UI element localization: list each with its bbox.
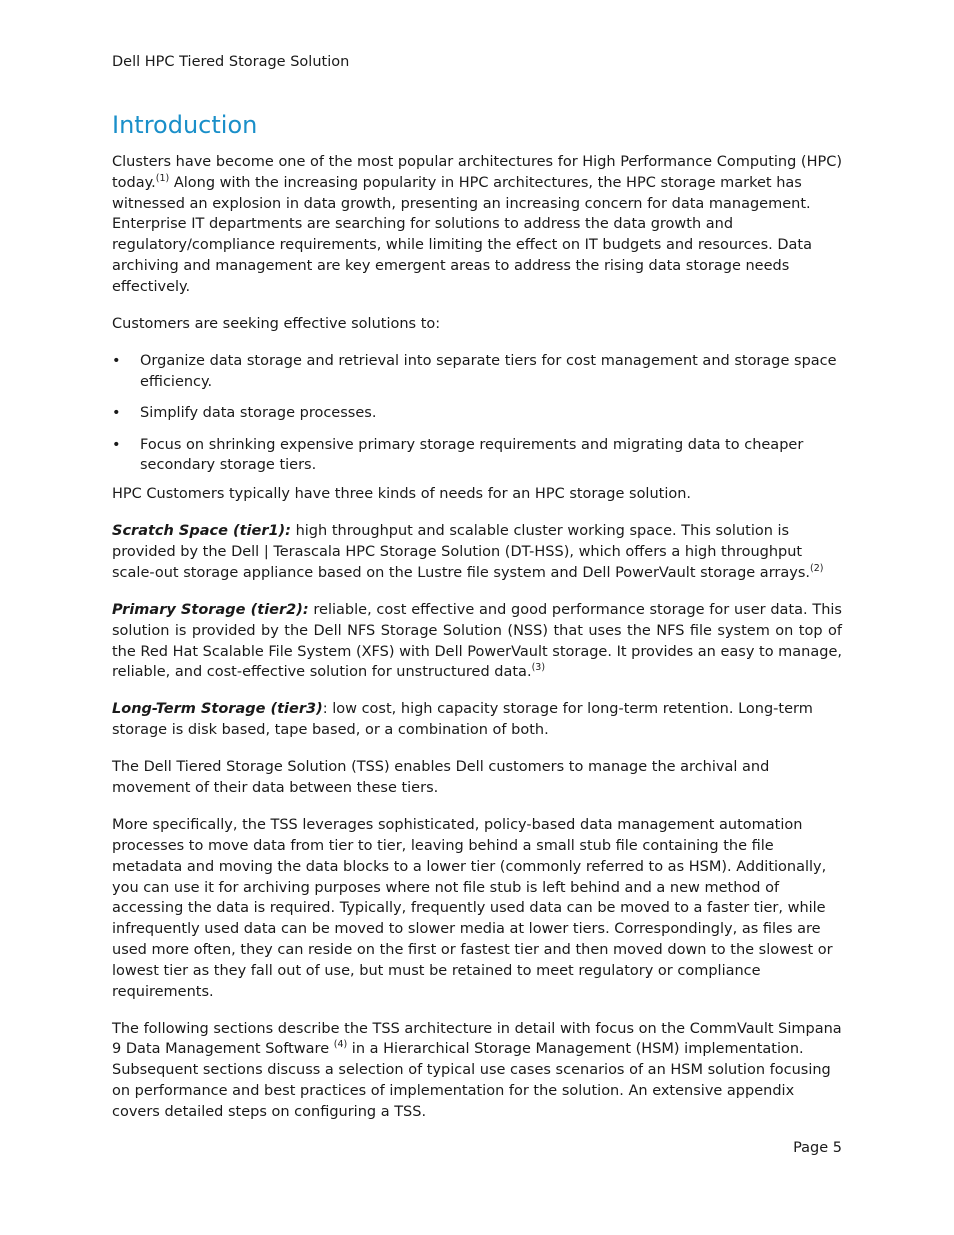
bullet-icon: •: [112, 352, 121, 369]
needs-paragraph: HPC Customers typically have three kinds of needs for an HPC storage solution.: [112, 486, 692, 503]
section-title: Introduction: [112, 111, 258, 139]
list-item: • Simplify data storage processes.: [112, 403, 842, 424]
intro-text-a: Clusters have become one of the most popular architectures for High Performance Computing (HPC) today.: [112, 154, 843, 191]
intro-paragraph: [112, 152, 842, 298]
list-item: • Focus on shrinking expensive primary storage requirements and migrating data to cheaper secondary storage tiers.: [112, 436, 804, 474]
tier2-term: Primary Storage (tier2):: [112, 601, 309, 618]
citation-ref: (4): [333, 1039, 348, 1051]
citation-ref: (3): [531, 662, 546, 674]
tier1-term: Scratch Space (tier1):: [112, 523, 291, 540]
tier3-paragraph: Long-Term Storage (tier3): low cost, high capacity storage for long-term retention. Long-term storage is disk based, tape based, or a combination of both.: [112, 701, 813, 739]
tier2-paragraph: Primary Storage (tier2): reliable, cost effective and good performance storage for user data. This solution is provided by the Dell NFS Storage Solution (NSS) that uses the NFS file system on top of the Red Hat Scalable File System (XFS) with Dell PowerVault storage. It provides an easy to manage, reliable, and cost-effective solution for unstructured data.$^{(3)}$: [112, 601, 842, 681]
tier3-term: Long-Term Storage (tier3): [112, 701, 323, 718]
customers-paragraph: Customers are seeking effective solutions to:: [112, 315, 441, 332]
tss-detail-paragraph: More specifically, the TSS leverages sophisticated, policy-based data management automation processes to move data from tier to tier, leaving behind a small stub file containing the file metadata and moving the data blocks to a lower tier (commonly referred to as HSM). Additionally, you can use it for archiving purposes where not file stub is left behind and a new method of accessing the data is required. Typically, frequently used data can be moved to a faster tier, while infrequently used data can be moved to slower media at lower tiers. Correspondingly, as files are used more often, they can reside on the first or fastest tier and then moved down to the slowest or lowest tier as they fall out of use, but must be retained to meet regulatory or compliance requirements.: [112, 817, 833, 1000]
sections-paragraph: The following sections describe the TSS architecture in detail with focus on the CommVault Simpana 9 Data Management Software $^{(4)}$ in a Hierarchical Storage Management (HSM) implementation. Subsequent sections discuss a selection of typical use cases scenarios of an HSM solution focusing on performance and best practices of implementation for the solution. An extensive appendix covers detailed steps on configuring a TSS.: [112, 1020, 842, 1120]
document-body: [112, 152, 842, 1139]
citation-ref: (2): [810, 562, 824, 574]
running-header: Dell HPC Tiered Storage Solution: [112, 54, 350, 70]
list-item: • Organize data storage and retrieval into separate tiers for cost management and storage space efficiency.: [112, 352, 837, 390]
page-number: Page 5: [793, 1140, 842, 1156]
tss-paragraph: The Dell Tiered Storage Solution (TSS) enables Dell customers to manage the archival and movement of their data between these tiers.: [112, 759, 770, 797]
bullet-icon: •: [112, 405, 121, 422]
citation-ref: (1): [155, 172, 170, 184]
needs-list: [112, 351, 842, 476]
tier1-paragraph: Scratch Space (tier1): high throughput and scalable cluster working space. This solution is provided by the Dell | Terascala HPC Storage Solution (DT-HSS), which offers a high throughput scale-out storage appliance based on the Lustre file system and Dell PowerVault storage arrays.$^{(2)}$: [112, 523, 824, 581]
intro-text-b: Along with the increasing popularity in HPC architectures, the HPC storage market has witnessed an explosion in data growth, presenting an increasing concern for data management. Enterprise IT departments are searching for solutions to address the data growth and regulatory/compliance requirements, while limiting the effect on IT budgets and resources. Data archiving and management are key emergent areas to address the rising data storage needs effectively.: [112, 174, 812, 295]
bullet-icon: •: [112, 436, 121, 453]
